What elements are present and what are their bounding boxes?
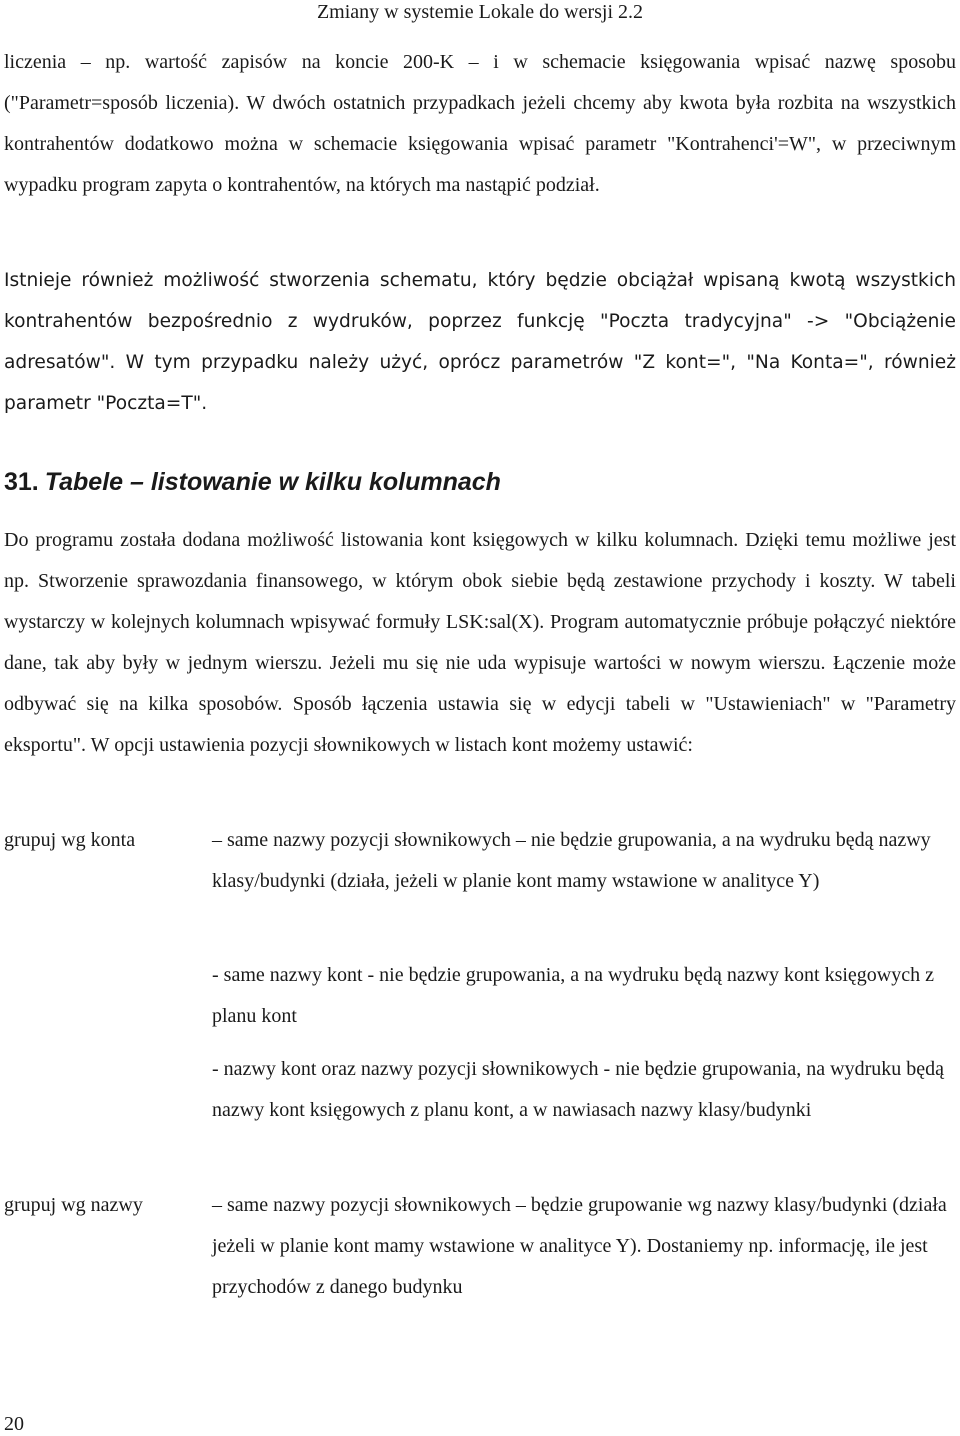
page-number: 20 [4, 1413, 24, 1435]
option-item: – same nazwy pozycji słownikowych – nie będzie grupowania, a na wydruku będą nazwy klasy/budynki (działa, jeżeli w planie kont mamy wstawione w analityce Y) [212, 829, 931, 892]
paragraph-tabele: Do programu została dodana możliwość listowania kont księgowych w kilku kolumnach. Dzięki temu możliwe jest np. Stworzenie sprawozdania finansowego, w którym obok siebie będą zestawione przychody i koszty. W tabeli wystarczy w kolejnych kolumnach wpisywać formuły LSK:sal(X). Program automatycznie próbuje połączyć niektóre dane, tak aby były w jednym wierszu. Jeżeli mu się nie uda wypisuje wartości w nowym wierszu. Łączenie może odbywać się na kilka sposobów. Sposób łączenia ustawia się w edycji tabeli w "Ustawieniach" w "Parametry eksportu". W opcji ustawienia pozycji słownikowych w listach kont możemy ustawić: [4, 529, 956, 756]
section-title: Tabele – listowanie w kilku kolumnach [44, 468, 501, 496]
paragraph-intro: liczenia – np. wartość zapisów na koncie 200-K – i w schemacie księgowania wpisać nazwę sposobu ("Parametr=sposób liczenia). W dwóch ostatnich przypadkach jeżeli chcemy aby kwota była rozbita na wszystkich kontrahentów dodatkowo można w schemacie księgowania wpisać parametr "Kontrahenci'=W", w przeciwnym wypadku program zapyta o kontrahentów, na których ma nastąpić podział. [4, 51, 956, 196]
paragraph-poczta: Istnieje również możliwość stworzenia schematu, który będzie obciążał wpisaną kwotą wszystkich kontrahentów bezpośrednio z wydruków, poprzez funkcję "Poczta tradycyjna" -> "Obciążenie adresatów". W tym przypadku należy użyć, oprócz parametrów "Z kont=", "Na Konta=", również parametr "Poczta=T". [4, 270, 956, 414]
section-number: 31. [4, 468, 39, 496]
option-item: - nazwy kont oraz nazwy pozycji słownikowych - nie będzie grupowania, na wydruku będą nazwy kont księgowych z planu kont, a w nawiasach nazwy klasy/budynki [212, 1058, 944, 1121]
option-item: – same nazwy pozycji słownikowych – będzie grupowanie wg nazwy klasy/budynki (działa jeżeli w planie kont mamy wstawione w analityce Y). Dostaniemy np. informację, ile jest przychodów z danego budynku [212, 1194, 947, 1298]
section-heading [4, 464, 501, 500]
option-label-grupuj-wg-nazwy: grupuj wg nazwy [4, 1194, 143, 1216]
option-label-grupuj-wg-konta: grupuj wg konta [4, 829, 136, 851]
option-item: - same nazwy kont - nie będzie grupowania, a na wydruku będą nazwy kont księgowych z planu kont [212, 964, 934, 1027]
page-header: Zmiany w systemie Lokale do wersji 2.2 [316, 1, 644, 23]
